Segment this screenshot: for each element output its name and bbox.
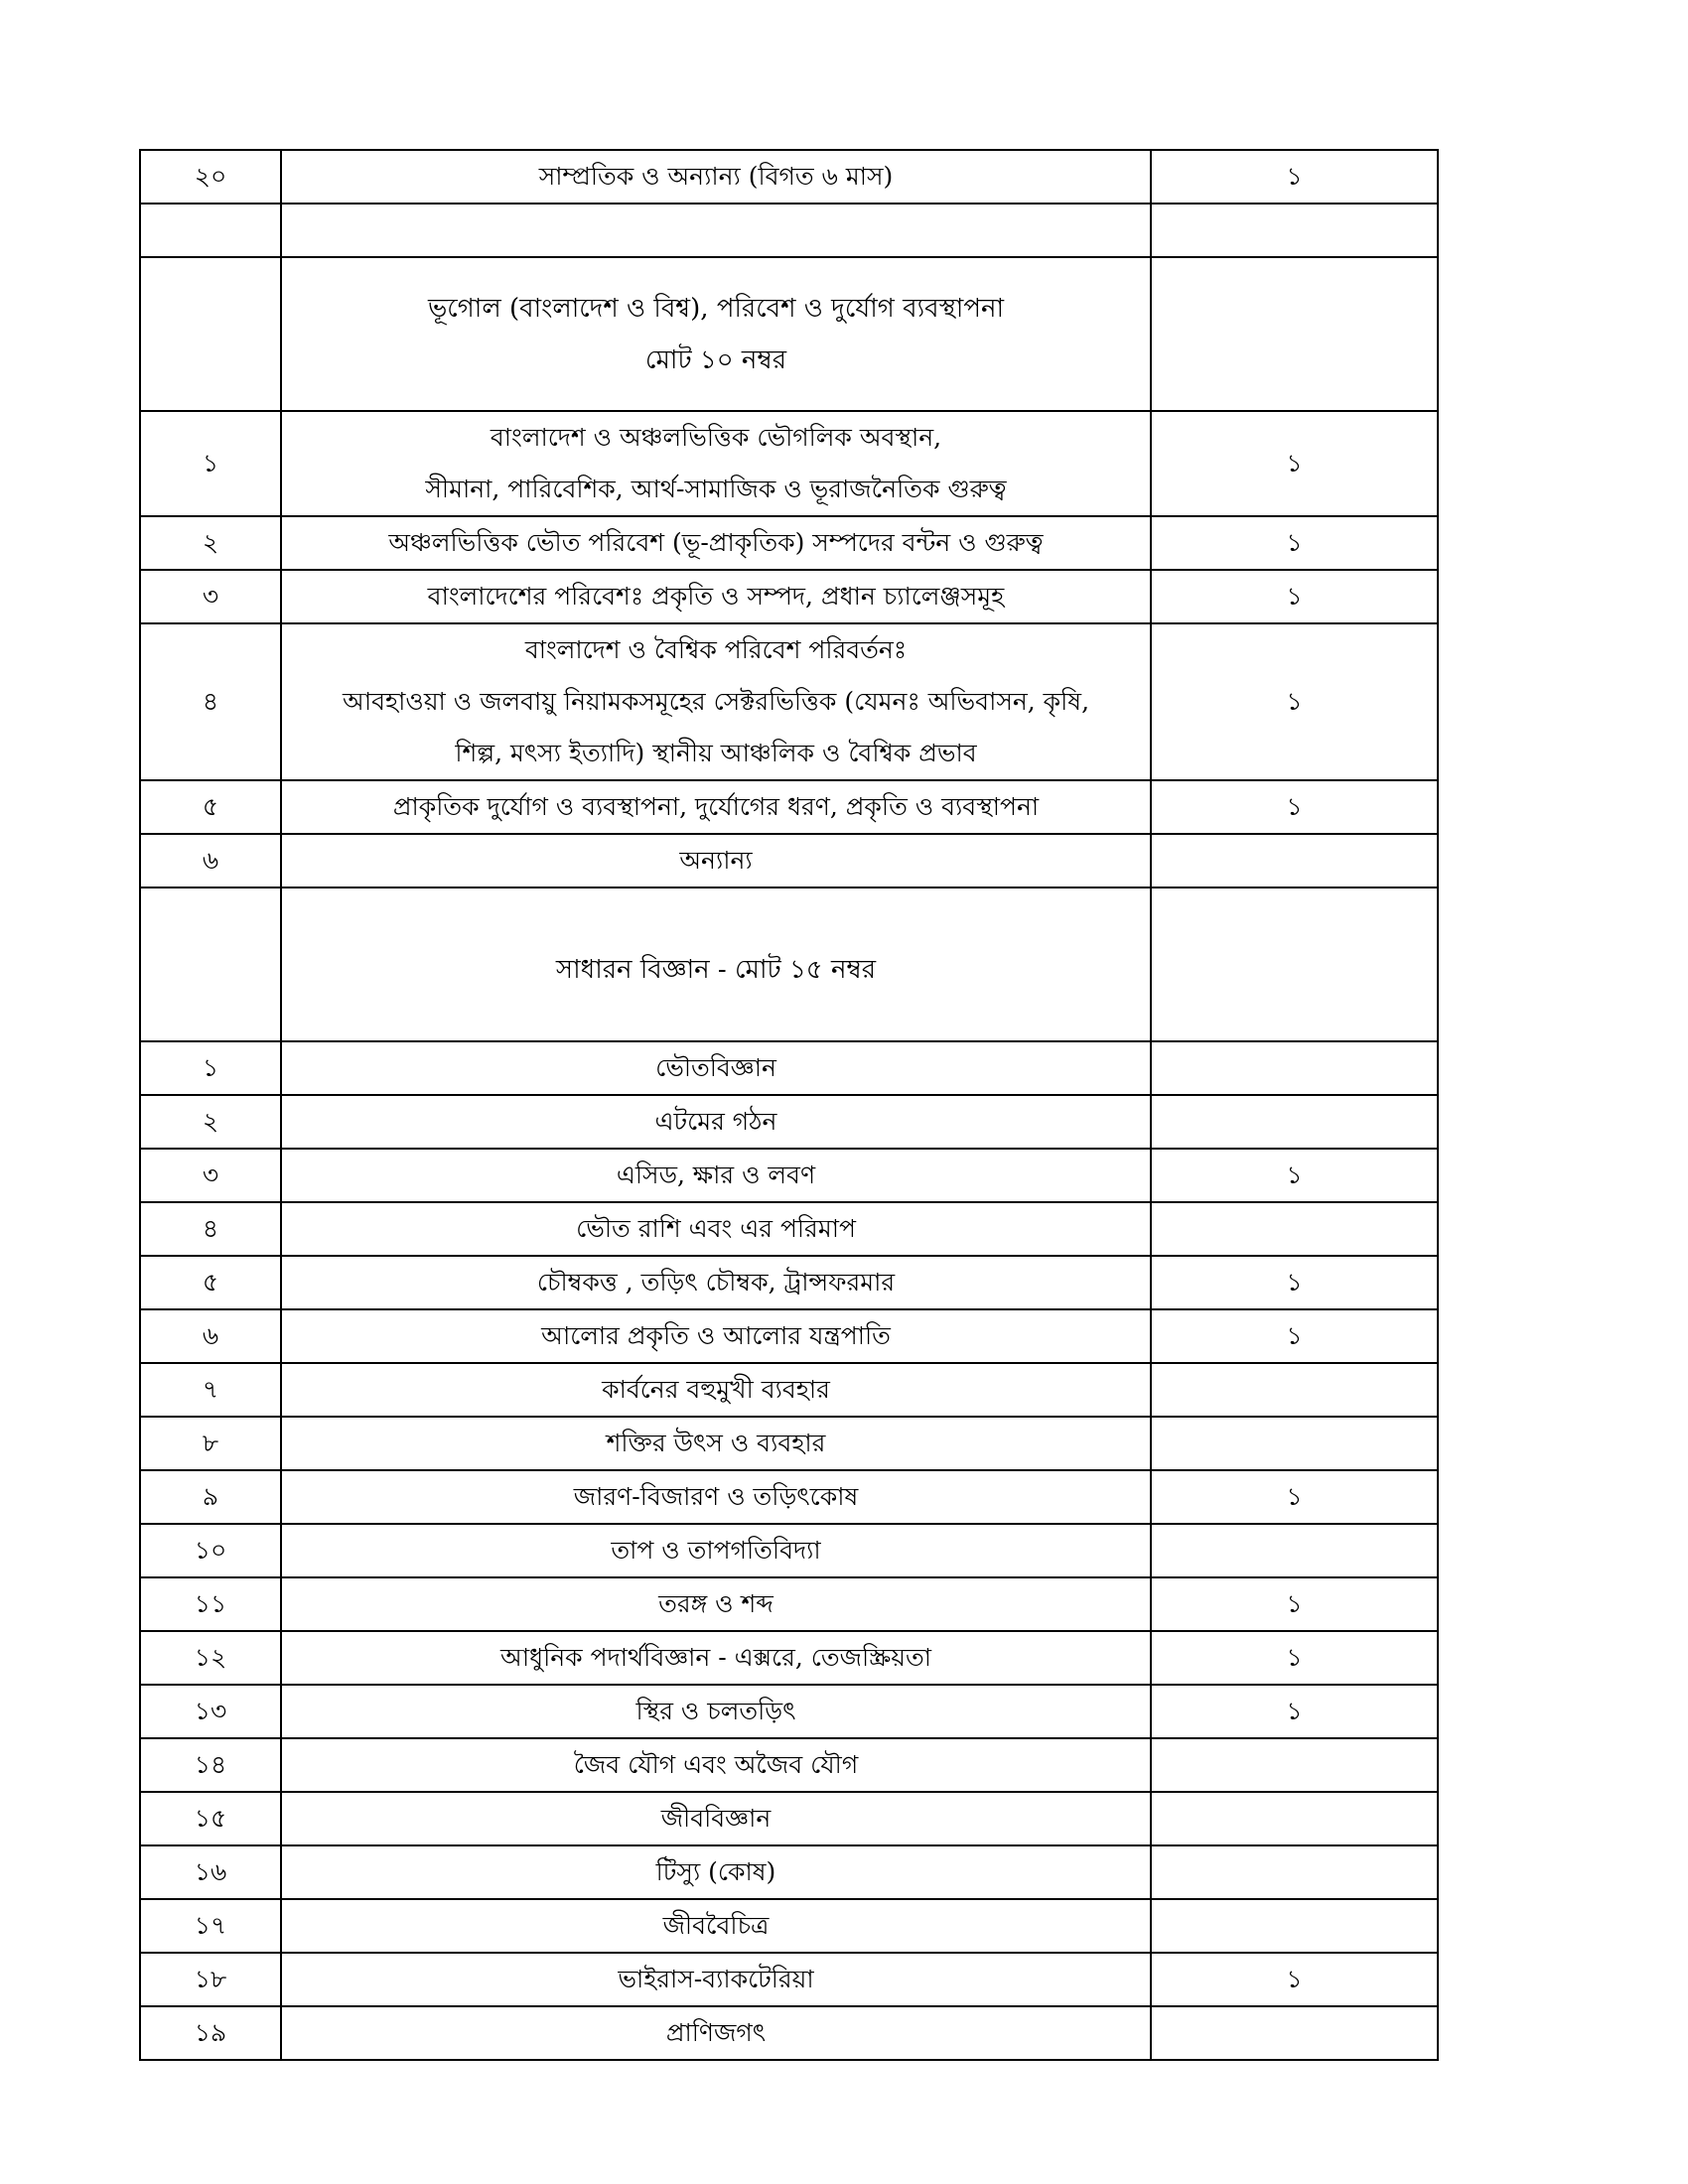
table-row [140, 1685, 1438, 1738]
topic-cell [281, 1631, 1151, 1685]
topic-cell [281, 1041, 1151, 1095]
topic-line: বাংলাদেশ ও অঞ্চলভিত্তিক ভৌগলিক অবস্থান, [490, 423, 942, 452]
topic-line: ভৌত রাশি এবং এর পরিমাপ [576, 1214, 856, 1243]
topic-line: কার্বনের বহুমুখী ব্যবহার [602, 1375, 830, 1404]
mark-cell: ১ [1151, 1309, 1438, 1363]
topic-line: চৌম্বকত্ত , তড়িৎ চৌম্বক, ট্রান্সফরমার [536, 1268, 896, 1297]
row-number: ১৪ [140, 1738, 281, 1792]
row-number: ৩ [140, 1149, 281, 1202]
topic-cell [281, 150, 1151, 204]
table-row [140, 1792, 1438, 1845]
mark-cell: ১ [1151, 1953, 1438, 2006]
topic-line: জারণ-বিজারণ ও তড়িৎকোষ [573, 1482, 859, 1511]
topic-line: এটমের গঠন [654, 1107, 777, 1136]
syllabus-table [139, 149, 1439, 2061]
row-number: ৬ [140, 1309, 281, 1363]
topic-line: আবহাওয়া ও জলবায়ু নিয়ামকসমূহের সেক্টরভিত্তিক (যেমনঃ অভিবাসন, কৃষি, [342, 687, 1090, 716]
row-number: ৫ [140, 1256, 281, 1309]
section-title [281, 887, 1151, 1041]
row-number: ৪ [140, 623, 281, 780]
topic-line: অন্যান্য [679, 846, 753, 875]
table-row [140, 1845, 1438, 1899]
topic-line: টিস্যু (কোষ) [655, 1857, 776, 1886]
table-row [140, 623, 1438, 780]
topic-cell [281, 1845, 1151, 1899]
topic-cell [281, 1363, 1151, 1417]
row-number: ৮ [140, 1417, 281, 1470]
topic-cell [281, 2006, 1151, 2060]
mark-cell: ১ [1151, 1470, 1438, 1524]
section-title [281, 257, 1151, 411]
topic-cell [281, 1899, 1151, 1953]
table-row [140, 1095, 1438, 1149]
row-number: ৪ [140, 1202, 281, 1256]
topic-line: বাংলাদেশ ও বৈশ্বিক পরিবেশ পরিবর্তনঃ [524, 635, 908, 664]
topic-cell [281, 1309, 1151, 1363]
row-number: ১ [140, 1041, 281, 1095]
topic-cell [281, 411, 1151, 516]
topic-cell [281, 1577, 1151, 1631]
row-number [140, 204, 281, 257]
topic-line: এসিড, ক্ষার ও লবণ [616, 1160, 816, 1189]
topic-line: প্রাকৃতিক দুর্যোগ ও ব্যবস্থাপনা, দুর্যোগের ধরণ, প্রকৃতি ও ব্যবস্থাপনা [392, 792, 1040, 821]
topic-cell [281, 204, 1151, 257]
table-row [140, 1417, 1438, 1470]
mark-cell [1151, 1095, 1438, 1149]
topic-line: শক্তির উৎস ও ব্যবহার [606, 1429, 826, 1457]
mark-cell [1151, 1417, 1438, 1470]
topic-cell [281, 1792, 1151, 1845]
topic-cell [281, 1470, 1151, 1524]
mark-cell: ১ [1151, 516, 1438, 570]
table-row [140, 411, 1438, 516]
topic-cell [281, 1524, 1151, 1577]
table-row [140, 516, 1438, 570]
mark-cell [1151, 204, 1438, 257]
table-row [140, 1953, 1438, 2006]
mark-cell: ১ [1151, 150, 1438, 204]
topic-line: আলোর প্রকৃতি ও আলোর যন্ত্রপাতি [541, 1321, 891, 1350]
topic-cell [281, 1685, 1151, 1738]
mark-cell [1151, 1845, 1438, 1899]
row-number: ১১ [140, 1577, 281, 1631]
row-number: ১৭ [140, 1899, 281, 1953]
table-row [140, 1470, 1438, 1524]
topic-line: অঞ্চলভিত্তিক ভৌত পরিবেশ (ভূ-প্রাকৃতিক) সম্পদের বন্টন ও গুরুত্ব [388, 528, 1044, 557]
section-header-row [140, 257, 1438, 411]
table-row [140, 780, 1438, 834]
topic-line: শিল্প, মৎস্য ইত্যাদি) স্থানীয় আঞ্চলিক ও বৈশ্বিক প্রভাব [455, 739, 977, 767]
mark-cell: ১ [1151, 1631, 1438, 1685]
topic-line: ভূগোল (বাংলাদেশ ও বিশ্ব), পরিবেশ ও দুর্যোগ ব্যবস্থাপনা [427, 293, 1005, 324]
mark-cell [1151, 887, 1438, 1041]
topic-line: আধুনিক পদার্থবিজ্ঞান - এক্সরে, তেজস্ক্রিয়তা [499, 1643, 932, 1672]
table-row [140, 1577, 1438, 1631]
topic-cell [281, 780, 1151, 834]
syllabus-table-body [140, 150, 1438, 2060]
topic-cell [281, 1738, 1151, 1792]
table-row [140, 570, 1438, 623]
table-row [140, 1202, 1438, 1256]
mark-cell [1151, 834, 1438, 887]
row-number: ২ [140, 1095, 281, 1149]
topic-line: ভাইরাস-ব্যাকটেরিয়া [618, 1965, 814, 1993]
row-number: ১২ [140, 1631, 281, 1685]
topic-line: তাপ ও তাপগতিবিদ্যা [611, 1536, 821, 1565]
topic-cell [281, 1149, 1151, 1202]
table-row [140, 1256, 1438, 1309]
mark-cell: ১ [1151, 570, 1438, 623]
row-number: ৯ [140, 1470, 281, 1524]
table-row [140, 1363, 1438, 1417]
section-header-row [140, 887, 1438, 1041]
topic-cell [281, 516, 1151, 570]
mark-cell: ১ [1151, 1149, 1438, 1202]
row-number: ১৮ [140, 1953, 281, 2006]
mark-cell: ১ [1151, 780, 1438, 834]
row-number: ৩ [140, 570, 281, 623]
topic-line: সীমানা, পারিবেশিক, আর্থ-সামাজিক ও ভূরাজনৈতিক গুরুত্ব [425, 475, 1007, 503]
topic-line [290, 205, 1142, 256]
row-number: ১৫ [140, 1792, 281, 1845]
blank-row [140, 204, 1438, 257]
row-number: ১৩ [140, 1685, 281, 1738]
topic-line: জীববিজ্ঞান [660, 1804, 772, 1833]
mark-cell: ১ [1151, 1577, 1438, 1631]
mark-cell: ১ [1151, 411, 1438, 516]
mark-cell [1151, 1524, 1438, 1577]
row-number: ২০ [140, 150, 281, 204]
table-row [140, 2006, 1438, 2060]
topic-line: সাম্প্রতিক ও অন্যান্য (বিগত ৬ মাস) [538, 162, 894, 191]
row-number: ৬ [140, 834, 281, 887]
topic-line: তরঙ্গ ও শব্দ [658, 1589, 774, 1618]
topic-cell [281, 1202, 1151, 1256]
topic-line: বাংলাদেশের পরিবেশঃ প্রকৃতি ও সম্পদ, প্রধান চ্যালেঞ্জসমূহ [427, 582, 1005, 611]
topic-line: ভৌতবিজ্ঞান [655, 1053, 776, 1082]
table-row [140, 1631, 1438, 1685]
topic-cell [281, 834, 1151, 887]
row-number: ১০ [140, 1524, 281, 1577]
row-number: ৭ [140, 1363, 281, 1417]
mark-cell: ১ [1151, 1256, 1438, 1309]
mark-cell [1151, 1202, 1438, 1256]
mark-cell [1151, 1363, 1438, 1417]
mark-cell [1151, 1899, 1438, 1953]
row-number: ১ [140, 411, 281, 516]
topic-cell [281, 1256, 1151, 1309]
topic-line: সাধারন বিজ্ঞান - মোট ১৫ নম্বর [555, 954, 877, 985]
row-number: ১৬ [140, 1845, 281, 1899]
mark-cell [1151, 1792, 1438, 1845]
topic-line: স্থির ও চলতড়িৎ [635, 1697, 796, 1725]
topic-cell [281, 623, 1151, 780]
table-row [140, 150, 1438, 204]
mark-cell: ১ [1151, 1685, 1438, 1738]
table-row [140, 1041, 1438, 1095]
row-number [140, 257, 281, 411]
table-row [140, 1149, 1438, 1202]
topic-line: প্রাণিজগৎ [665, 2018, 767, 2047]
topic-cell [281, 1953, 1151, 2006]
mark-cell [1151, 1738, 1438, 1792]
mark-cell [1151, 2006, 1438, 2060]
topic-cell [281, 1095, 1151, 1149]
mark-cell [1151, 257, 1438, 411]
table-row [140, 1899, 1438, 1953]
row-number [140, 887, 281, 1041]
table-row [140, 1309, 1438, 1363]
table-row [140, 1738, 1438, 1792]
topic-line: জীববৈচিত্র [662, 1911, 770, 1940]
row-number: ১৯ [140, 2006, 281, 2060]
topic-cell [281, 1417, 1151, 1470]
topic-cell [281, 570, 1151, 623]
row-number: ২ [140, 516, 281, 570]
row-number: ৫ [140, 780, 281, 834]
mark-cell [1151, 1041, 1438, 1095]
table-row [140, 1524, 1438, 1577]
topic-line: মোট ১০ নম্বর [644, 344, 787, 375]
table-row [140, 834, 1438, 887]
topic-line: জৈব যৌগ এবং অজৈব যৌগ [573, 1750, 859, 1779]
mark-cell: ১ [1151, 623, 1438, 780]
